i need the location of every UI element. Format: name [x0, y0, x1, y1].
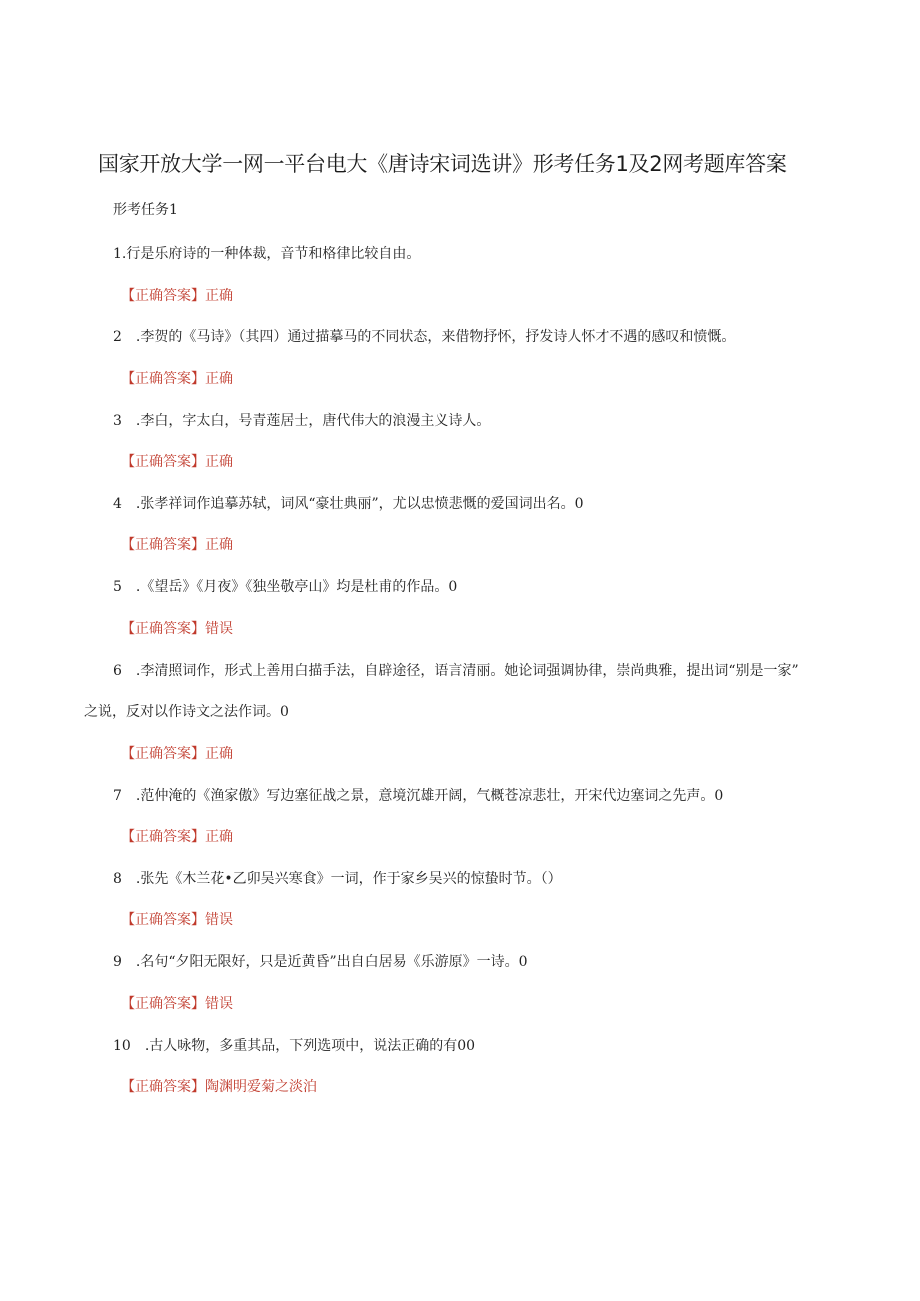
- answer-6: [121, 743, 233, 763]
- question-4: [113, 493, 873, 513]
- answer-1: [121, 285, 233, 305]
- answer-9: [121, 993, 233, 1013]
- question-text: 李白，字太白，号青莲居士，唐代伟大的浪漫主义诗人。: [140, 413, 491, 429]
- answer-2: [121, 368, 233, 388]
- question-1: [113, 243, 873, 263]
- question-text: 范仲淹的《渔家傲》写边塞征战之景，意境沉雄开阔，气概苍凉悲壮，开宋代边塞词之先声。0: [140, 788, 724, 804]
- question-3: [113, 410, 873, 430]
- question-number: 3 .: [113, 413, 141, 429]
- question-number: 2 .: [113, 329, 141, 345]
- section-title: 形考任务1: [113, 202, 178, 218]
- answer-label: 【正确答案】: [121, 1079, 205, 1095]
- answer-label: 【正确答案】: [121, 912, 205, 928]
- answer-value: 陶渊明爱菊之淡泊: [205, 1079, 317, 1095]
- answer-value: 正确: [205, 537, 233, 553]
- answer-5: [121, 618, 233, 638]
- question-number: 8 .: [113, 871, 141, 887]
- question-6-continuation: 之说，反对以作诗文之法作词。0: [84, 704, 289, 720]
- question-number: 6 .: [113, 663, 141, 679]
- answer-value: 错误: [205, 621, 233, 637]
- question-text: 古人咏物，多重其品，下列选项中，说法正确的有00: [149, 1038, 476, 1054]
- answer-label: 【正确答案】: [121, 288, 205, 304]
- answer-label: 【正确答案】: [121, 537, 205, 553]
- answer-label: 【正确答案】: [121, 621, 205, 637]
- answer-label: 【正确答案】: [121, 454, 205, 470]
- question-text: 《望岳》《月夜》《独坐敬亭山》均是杜甫的作品。0: [140, 579, 458, 595]
- answer-8: [121, 909, 233, 929]
- question-text: 名句“夕阳无限好，只是近黄昏”出自白居易《乐游原》一诗。0: [140, 954, 528, 970]
- question-number: 4 .: [113, 496, 141, 512]
- question-text: 张先《木兰花•乙卯吴兴寒食》一词，作于家乡吴兴的惊蛰时节。（）: [140, 871, 562, 887]
- answer-label: 【正确答案】: [121, 371, 205, 387]
- answer-value: 正确: [205, 746, 233, 762]
- answer-value: 正确: [205, 288, 233, 304]
- question-number: 7 .: [113, 788, 141, 804]
- question-text: 行是乐府诗的一种体裁，音节和格律比较自由。: [126, 246, 421, 262]
- question-text: 李贺的《马诗》（其四）通过描摹马的不同状态，来借物抒怀，抒发诗人怀才不遇的感叹和愤慨。: [140, 329, 736, 345]
- question-10: [113, 1035, 873, 1055]
- answer-4: [121, 534, 233, 554]
- answer-value: 正确: [205, 371, 233, 387]
- answer-10: [121, 1076, 317, 1096]
- question-number: 10 .: [113, 1038, 150, 1054]
- page-title: 国家开放大学一网一平台电大《唐诗宋词选讲》形考任务1及2网考题库答案: [98, 152, 787, 176]
- answer-3: [121, 451, 233, 471]
- question-7: [113, 785, 873, 805]
- answer-label: 【正确答案】: [121, 829, 205, 845]
- answer-value: 错误: [205, 912, 233, 928]
- question-number: 5 .: [113, 579, 141, 595]
- question-5: [113, 576, 873, 596]
- question-text: 张孝祥词作追摹苏轼，词风“豪壮典丽”，尤以忠愤悲慨的爱国词出名。0: [140, 496, 584, 512]
- answer-7: [121, 826, 233, 846]
- question-number: 9 .: [113, 954, 141, 970]
- question-text: 李清照词作，形式上善用白描手法，自辟途径，语言清丽。她论词强调协律，崇尚典雅，提出词“别是一家”: [140, 663, 799, 679]
- question-2: [113, 326, 873, 346]
- question-6: [113, 660, 873, 680]
- answer-value: 正确: [205, 454, 233, 470]
- question-number: 1.: [113, 246, 127, 262]
- answer-label: 【正确答案】: [121, 996, 205, 1012]
- answer-label: 【正确答案】: [121, 746, 205, 762]
- question-8: [113, 868, 873, 888]
- answer-value: 错误: [205, 996, 233, 1012]
- question-9: [113, 951, 873, 971]
- answer-value: 正确: [205, 829, 233, 845]
